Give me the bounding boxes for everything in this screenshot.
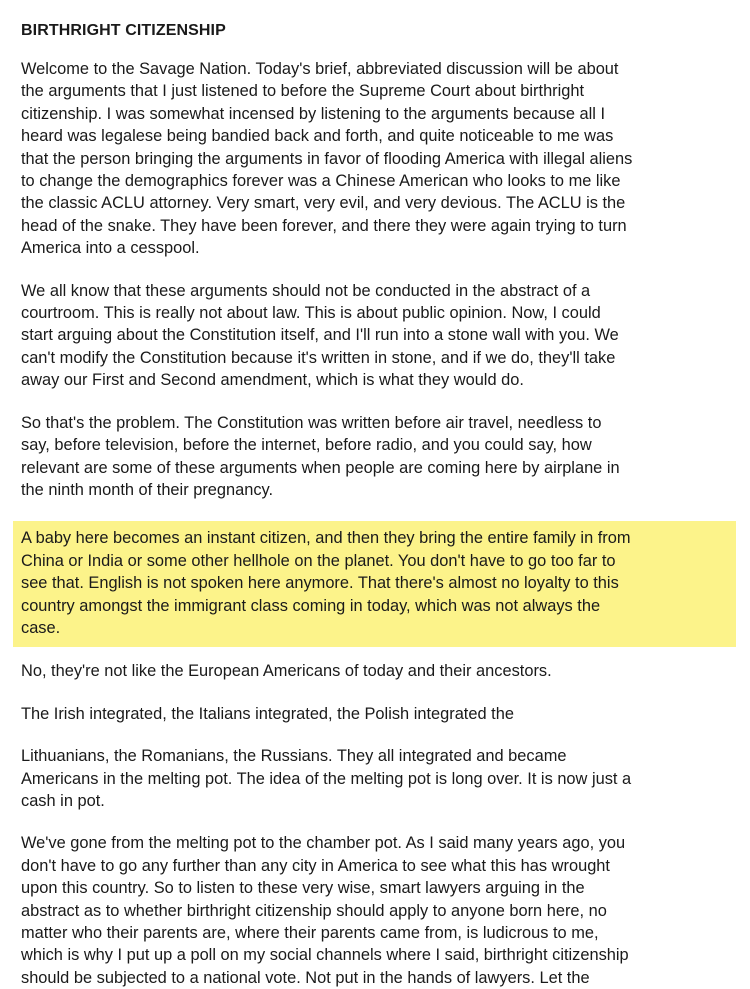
text-line: head of the snake. They have been forever, and there they were again trying to turn [21,216,627,235]
text-line: don't have to go any further than any city in America to see what this has wrought [21,856,610,875]
document-title: BIRTHRIGHT CITIZENSHIP [21,22,226,39]
text-line: abstract as to whether birthright citizenship should apply to anyone born here, no [21,901,607,920]
paragraph-4 [21,527,728,639]
text-line: We've gone from the melting pot to the chamber pot. As I said many years ago, you [21,834,626,853]
paragraph-6 [21,703,738,725]
text-line: relevant are some of these arguments when people are coming here by airplane in [21,458,620,477]
text-line: America into a cesspool. [21,239,200,258]
text-line: country amongst the immigrant class coming in today, which was not always the [21,596,601,615]
text-line: So that's the problem. The Constitution was written before air travel, needless to [21,413,602,432]
text-line: should be subjected to a national vote. Not put in the hands of lawyers. Let the [21,968,590,987]
text-line: say, before television, before the internet, before radio, and you could say, how [21,436,592,455]
text-line: start arguing about the Constitution itself, and I'll run into a stone wall with you. We [21,326,619,345]
paragraph-8 [21,832,738,989]
paragraph-3 [21,412,738,502]
text-line: The Irish integrated, the Italians integrated, the Polish integrated the [21,704,514,723]
text-line: to change the demographics forever was a Chinese American who looks to me like [21,172,621,191]
text-line: Lithuanians, the Romanians, the Russians. They all integrated and became [21,747,567,766]
text-line: the classic ACLU attorney. Very smart, very evil, and very devious. The ACLU is the [21,194,626,213]
text-line: matter who their parents are, where their parents came from, is ludicrous to me, [21,924,599,942]
text-line: No, they're not like the European Americans of today and their ancestors. [21,662,552,681]
paragraph-7 [21,745,738,812]
text-line: heard was legalese being bandied back and forth, and quite noticeable to me was [21,127,614,146]
text-line: upon this country. So to listen to these very wise, smart lawyers arguing in the [21,879,585,898]
paragraph-2 [21,280,738,392]
text-line: China or India or some other hellhole on the planet. You don't have to go too far to [21,551,616,570]
text-line: A baby here becomes an instant citizen, and then they bring the entire family in from [21,529,631,548]
text-line: case. [21,618,61,637]
text-line: We all know that these arguments should not be conducted in the abstract of a [21,281,591,300]
highlighted-passage [13,521,736,647]
paragraph-5 [21,660,738,682]
text-line: the ninth month of their pregnancy. [21,480,274,499]
text-line: cash in pot. [21,791,105,810]
text-line: the arguments that I just listened to before the Supreme Court about birthright [21,82,585,101]
text-line: see that. English is not spoken here anymore. That there's almost no loyalty to this [21,574,619,593]
text-line: Welcome to the Savage Nation. Today's brief, abbreviated discussion will be about [21,60,619,78]
text-line: that the person bringing the arguments in favor of flooding America with illegal aliens [21,149,633,168]
text-line: citizenship. I was somewhat incensed by listening to the arguments because all I [21,104,606,123]
text-line: Americans in the melting pot. The idea of the melting pot is long over. It is now just a [21,769,632,788]
text-line: can't modify the Constitution because it's written in stone, and if we do, they'll take [21,348,616,367]
text-line: which is why I put up a poll on my social channels where I said, birthright citizenship [21,946,629,965]
text-line: courtroom. This is really not about law. This is about public opinion. Now, I could [21,304,601,323]
text-line: away our First and Second amendment, which is what they would do. [21,371,524,390]
paragraph-1 [21,58,738,260]
